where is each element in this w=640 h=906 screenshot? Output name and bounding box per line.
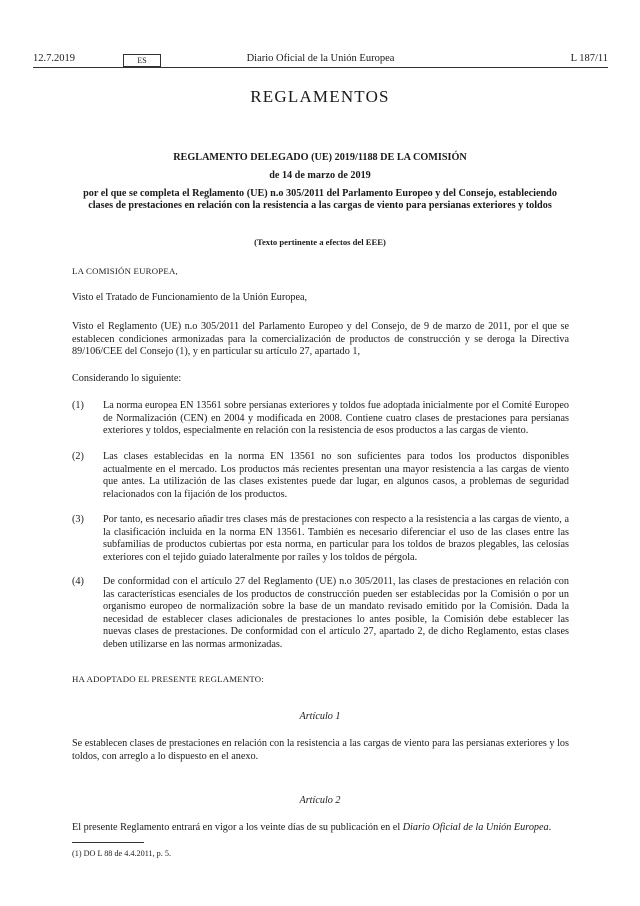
regulation-subject: por el que se completa el Reglamento (UE) n.o 305/2011 del Parlamento Europeo y del Consejo, estableciendo clases de prestaciones en relación con la resistencia a las cargas de viento para persianas exteriores y toldos [83, 188, 557, 211]
recital-number: (2) [72, 451, 84, 462]
header-date: 12.7.2019 [33, 53, 75, 64]
recital-text: Las clases establecidas en la norma EN 13561 no son suficientes para todos los productos disponibles actualmente en el mercado. Los productos más recientes presentan una mayor resistencia a las cargas de viento que antes. La utilización de las clases existentes puede dar lugar, en algunos casos, a problemas de seguridad relacionados con la fijación de los productos. [103, 451, 569, 500]
authority: LA COMISIÓN EUROPEA, [72, 266, 178, 276]
page-number: L 187/11 [570, 53, 608, 64]
recital-text: Por tanto, es necesario añadir tres clases más de prestaciones con respecto a la resistencia a las cargas de viento, a la clasificación incluida en la norma EN 13561. También es necesario diferenciar el uso de las clases entre las subfamilias de productos cubiertas por esta norma, en particular para los toldos de brazos plegables, las celosías exteriores con el tejido guiado lateralmente por raíles y los toldos de pérgola. [103, 514, 569, 563]
article-1-title: Artículo 1 [299, 711, 341, 722]
recital-text: De conformidad con el artículo 27 del Reglamento (UE) n.o 305/2011, las clases de prestaciones en relación con las características esenciales de los productos de construcción pueden ser establecidas por la Comisión o por un organismo europeo de normalización sobre la base de un mandato revisado emitido por la Comisión. Dada la necesidad de establecer clases adicionales de prestaciones lo antes posible, la Comisión debe establecer las nuevas clases de prestaciones. De conformidad con el artículo 27, apartado 2, de dicho Reglamento, estas clases deben utilizarse en las normas armonizadas. [103, 576, 569, 650]
visto-regulation: Visto el Reglamento (UE) n.o 305/2011 del Parlamento Europeo y del Consejo, de 9 de marzo de 2011, por el que se establecen condiciones armonizadas para la comercialización de productos de construcción y se deroga la Directiva 89/106/CEE del Consejo (1), y en particular su artículo 27, apartado 1, [72, 321, 569, 358]
journal-title: Diario Oficial de la Unión Europea [246, 53, 395, 64]
page-header [33, 53, 608, 67]
article-2-title: Artículo 2 [299, 795, 341, 806]
adopted-statement: HA ADOPTADO EL PRESENTE REGLAMENTO: [72, 674, 265, 684]
article-1-text: Se establecen clases de prestaciones en relación con la resistencia a las cargas de viento para las persianas exteriores y los toldos, con arreglo a lo dispuesto en el anexo. [72, 738, 569, 762]
language-badge: ES [123, 54, 161, 67]
journal-reference: Diario Oficial de la Unión Europea [402, 822, 549, 833]
article-2-text [72, 822, 569, 835]
recital-number: (3) [72, 514, 84, 525]
considerando: Considerando lo siguiente: [72, 373, 182, 384]
regulation-date: de 14 de marzo de 2019 [269, 170, 371, 181]
article-2-text-a: El presente Reglamento entrará en vigor a los veinte días de su publicación en el [72, 822, 403, 833]
header-rule [33, 67, 608, 68]
section-title: REGLAMENTOS [250, 87, 390, 106]
recital-number: (1) [72, 400, 84, 411]
recital-number: (4) [72, 576, 84, 587]
footnote-rule [72, 842, 144, 843]
article-2-text-c: . [548, 822, 552, 833]
eee-note: (Texto pertinente a efectos del EEE) [254, 237, 386, 247]
footnote: (1) DO L 88 de 4.4.2011, p. 5. [72, 849, 171, 858]
recital-text: La norma europea EN 13561 sobre persianas exteriores y toldos fue adoptada inicialmente por el Comité Europeo de Normalización (CEN) en 2004 y modificada en 2008. Contiene cuatro clases de prestaciones para persianas exteriores y toldos, especialmente en relación con la resistencia de esos productos a las cargas de viento. [103, 400, 569, 437]
visto-treaty: Visto el Tratado de Funcionamiento de la Unión Europea, [72, 292, 308, 303]
regulation-title: REGLAMENTO DELEGADO (UE) 2019/1188 DE LA COMISIÓN [173, 152, 467, 163]
